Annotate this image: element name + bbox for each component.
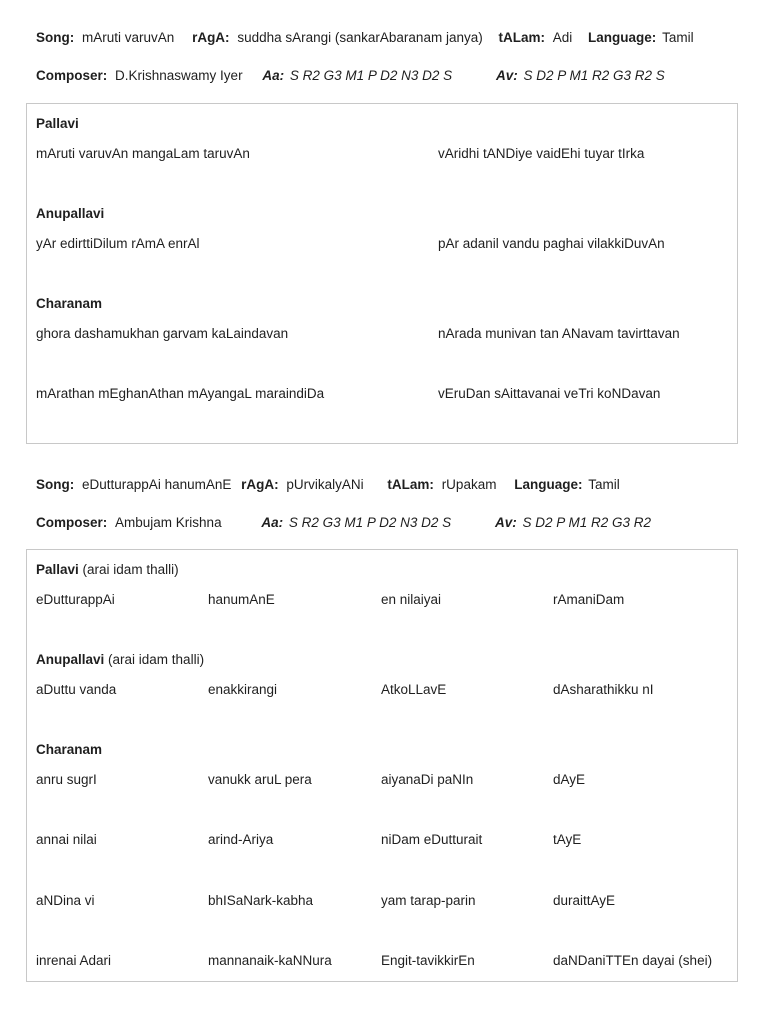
- song1-aa: S R2 G3 M1 P D2 N3 D2 S: [289, 68, 453, 83]
- song2-charanam-r2-c2: arind-Ariya: [208, 832, 274, 847]
- song1-av: S D2 P M1 R2 G3 R2 S: [523, 68, 665, 83]
- song2-pallavi-heading: Pallavi (arai idam thalli): [36, 562, 179, 577]
- song2-anupallavi-word-3: AtkoLLavE: [381, 682, 447, 697]
- song1-language: Tamil: [662, 30, 694, 45]
- song1-tala: Adi: [552, 30, 573, 45]
- song2-anupallavi-word-1: aDuttu vanda: [36, 682, 117, 697]
- song2-charanam-r1-c2: vanukk aruL pera: [208, 772, 312, 787]
- song2-charanam-r2-c4: tAyE: [553, 832, 582, 847]
- song1-pallavi-heading: Pallavi: [36, 116, 79, 131]
- song1-anupallavi-line-1: yAr edirttiDilum rAmA enrAl: [36, 236, 200, 251]
- song2-song-name: eDutturappAi hanumAnE: [82, 477, 232, 492]
- song2-pallavi-note: (arai idam thalli): [82, 562, 179, 577]
- song1-meta-line2: [36, 68, 665, 83]
- song1-song-name: mAruti varuvAn: [82, 30, 175, 45]
- song2-language-label: Language:: [514, 477, 583, 492]
- song1-composer: D.Krishnaswamy Iyer: [115, 68, 243, 83]
- song2-raga-label: rAgA:: [241, 477, 279, 492]
- song2-anupallavi-word-2: enakkirangi: [208, 682, 278, 697]
- song1-charanam-line-1a: ghora dashamukhan garvam kaLaindavan: [36, 326, 289, 341]
- song2-charanam-r4-c3: Engit-tavikkirEn: [381, 953, 475, 968]
- song1-raga: suddha sArangi (sankarAbaranam janya): [237, 30, 483, 45]
- song2-composer-label: Composer:: [36, 515, 108, 530]
- song2-charanam-r2-c1: annai nilai: [36, 832, 97, 847]
- song1-charanam-heading: Charanam: [36, 296, 103, 311]
- song1-meta-line1: [36, 30, 694, 45]
- song1-song-label: Song:: [36, 30, 75, 45]
- song2-lyrics-box: [26, 549, 738, 982]
- song1-charanam-line-2a: mArathan mEghanAthan mAyangaL maraindiDa: [36, 386, 325, 401]
- song2-song-label: Song:: [36, 477, 75, 492]
- song1-av-label: Av:: [495, 68, 518, 83]
- song2-charanam-heading: Charanam: [36, 742, 103, 757]
- song2-charanam-r1-c1: anru sugrI: [36, 772, 97, 787]
- song1-lyrics-box: [26, 103, 738, 444]
- song2-pallavi-word-4: rAmaniDam: [553, 592, 625, 607]
- song2-pallavi-word-3: en nilaiyai: [381, 592, 442, 607]
- song2-pallavi-word-2: hanumAnE: [208, 592, 275, 607]
- song1-raga-label: rAgA:: [192, 30, 230, 45]
- song2-charanam-r3-c4: duraittAyE: [553, 893, 616, 908]
- song1-anupallavi-line-2: pAr adanil vandu paghai vilakkiDuvAn: [438, 236, 665, 251]
- song2-charanam-r3-c2: bhISaNark-kabha: [208, 893, 314, 908]
- song2-tala: rUpakam: [441, 477, 497, 492]
- song1-anupallavi-heading: Anupallavi: [36, 206, 105, 221]
- song1-composer-label: Composer:: [36, 68, 108, 83]
- song2-meta-line2: [36, 515, 651, 530]
- song1-charanam-line-2b: vEruDan sAittavanai veTri koNDavan: [438, 386, 661, 401]
- song1-charanam-line-1b: nArada munivan tan ANavam tavirttavan: [438, 326, 680, 341]
- song2-av: S D2 P M1 R2 G3 R2: [522, 515, 652, 530]
- song2-aa-label: Aa:: [261, 515, 284, 530]
- song2-charanam-r1-c3: aiyanaDi paNIn: [381, 772, 474, 787]
- song2-tala-label: tALam:: [387, 477, 434, 492]
- song2-charanam-r4-c2: mannanaik-kaNNura: [208, 953, 332, 968]
- song1-pallavi-line-2: vAridhi tANDiye vaidEhi tuyar tIrka: [438, 146, 645, 161]
- song2-aa: S R2 G3 M1 P D2 N3 D2 S: [288, 515, 452, 530]
- song1-language-label: Language:: [588, 30, 657, 45]
- song2-raga: pUrvikalyANi: [286, 477, 364, 492]
- song1-tala-label: tALam:: [498, 30, 545, 45]
- song2-composer: Ambujam Krishna: [115, 515, 222, 530]
- song1-aa-label: Aa:: [262, 68, 285, 83]
- song2-charanam-r2-c3: niDam eDutturait: [381, 832, 483, 847]
- song2-charanam-r3-c3: yam tarap-parin: [381, 893, 476, 908]
- song2-charanam-r4-c4: daNDaniTTEn dayai (shei): [553, 953, 713, 968]
- song2-meta-line1: [36, 477, 620, 492]
- song2-charanam-r4-c1: inrenai Adari: [36, 953, 112, 968]
- song2-anupallavi-heading: Anupallavi (arai idam thalli): [36, 652, 205, 667]
- song2-anupallavi-word-4: dAsharathikku nI: [553, 682, 654, 697]
- song2-av-label: Av:: [494, 515, 517, 530]
- song2-pallavi-word-1: eDutturappAi: [36, 592, 115, 607]
- song1-pallavi-line-1: mAruti varuvAn mangaLam taruvAn: [36, 146, 250, 161]
- song2-language: Tamil: [588, 477, 620, 492]
- song2-charanam-r1-c4: dAyE: [553, 772, 586, 787]
- song2-anupallavi-note: (arai idam thalli): [108, 652, 205, 667]
- song2-charanam-r3-c1: aNDina vi: [36, 893, 95, 908]
